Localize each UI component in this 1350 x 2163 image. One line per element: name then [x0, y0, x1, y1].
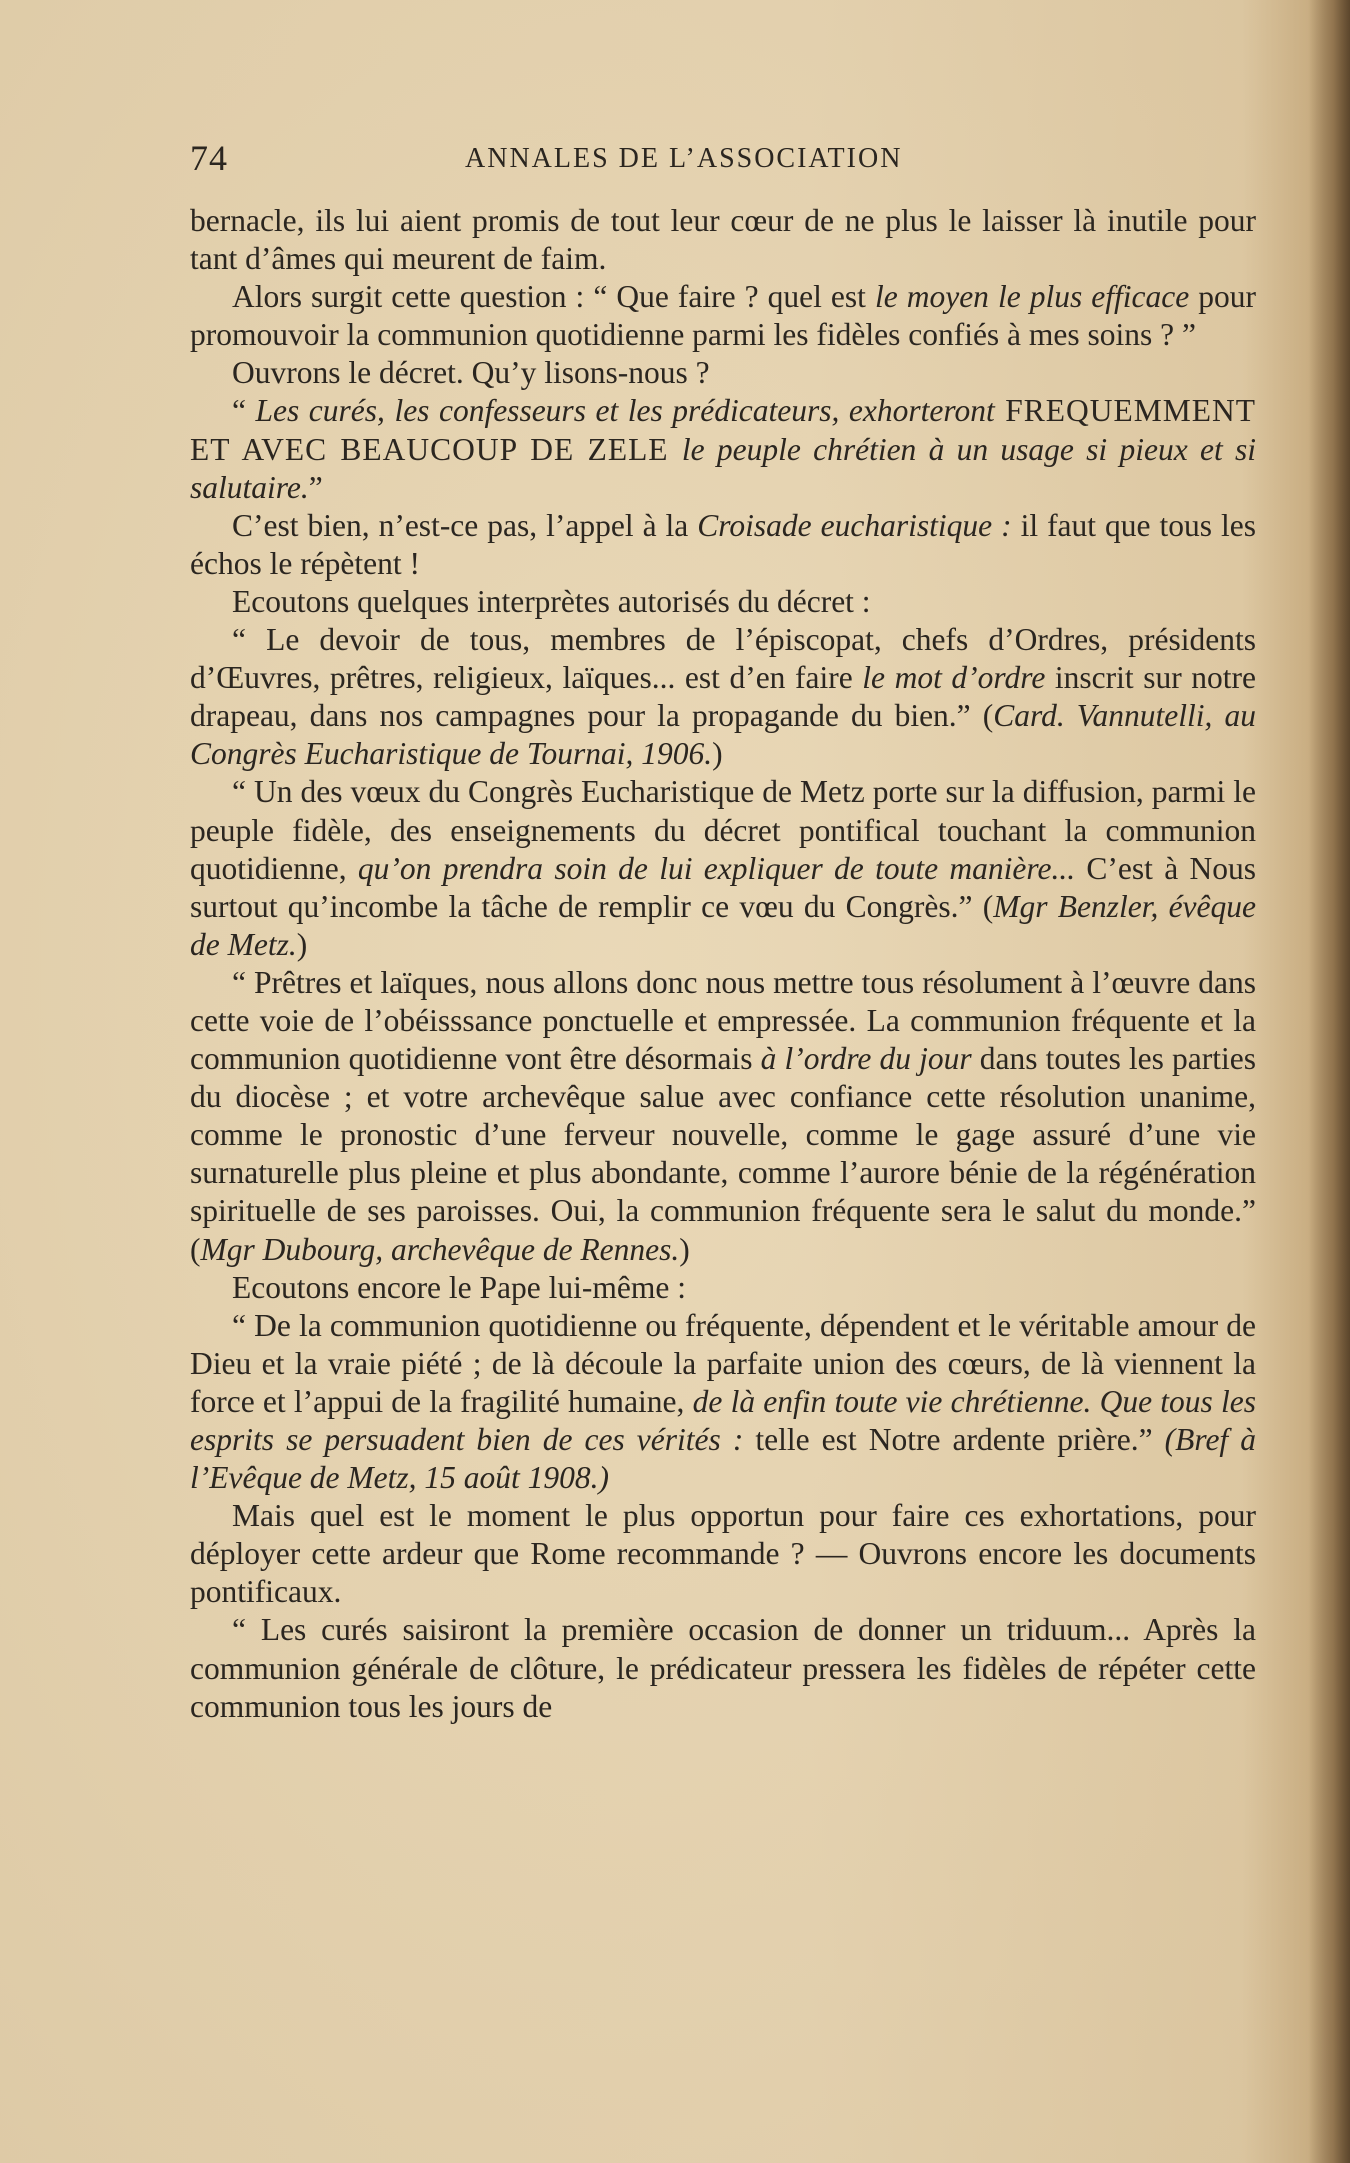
paragraph-7-vannutelli-quote: “ Le devoir de tous, membres de l’épiscopat, chefs d’Ordres, présidents d’Œuvres, prêtres, religieux, laïques... est d’en faire le mot d’ordre inscrit sur notre drapeau, dans nos campagnes pour la propagande du bien.” (Card. Vannutelli, au Congrès Eucharistique de Tournai, 1906.)	[190, 622, 1256, 772]
paragraph-9-dubourg-quote: “ Prêtres et laïques, nous allons donc nous mettre tous résolument à l’œuvre dans cette voie de l’obéisssance ponctuelle et empressée. La communion fréquente et la communion quotidienne vont être désormais à l’ordre du jour dans toutes les parties du diocèse ; et votre archevêque salue avec confiance cette résolution unanime, comme le pronostic d’une ferveur nouvelle, comme le gage assuré d’une vie surnaturelle plus pleine et plus abondante, comme l’aurore bénie de la régénération spirituelle de ses paroisses. Oui, la communion fréquente sera le salut du monde.” (Mgr Dubourg, archevêque de Rennes.)	[190, 964, 1256, 1267]
running-head: ANNALES DE L’ASSOCIATION	[465, 143, 903, 174]
paragraph-3: Ouvrons le décret. Qu’y lisons-nous ?	[232, 355, 710, 391]
page-header	[190, 137, 1260, 187]
page-number: 74	[190, 138, 228, 178]
paragraph-8-benzler-quote: “ Un des vœux du Congrès Eucharistique de Metz porte sur la diffusion, parmi le peuple fidèle, des enseignements du décret pontifical touchant la communion quotidienne, qu’on prendra soin de lui expliquer de toute manière... C’est à Nous surtout qu’incombe la tâche de remplir ce vœu du Congrès.” (Mgr Benzler, évêque de Metz.)	[190, 774, 1256, 962]
binding-shadow	[1308, 0, 1350, 2163]
paragraph-11-pope-quote: “ De la communion quotidienne ou fréquente, dépendent et le véritable amour de Dieu et la vraie piété ; de là découle la parfaite union des cœurs, de là viennent la force et l’appui de la fragilité humaine, de là enfin toute vie chrétienne. Que tous les esprits se persuadent bien de ces vérités : telle est Notre ardente prière.” (Bref à l’Evêque de Metz, 15 août 1908.)	[190, 1307, 1257, 1496]
paragraph-5: C’est bien, n’est-ce pas, l’appel à la Croisade eucharistique : il faut que tous les échos le répètent !	[190, 507, 1257, 581]
paragraph-1: bernacle, ils lui aient promis de tout leur cœur de ne plus le laisser là inutile pour tant d’âmes qui meurent de faim.	[190, 203, 1256, 277]
paragraph-10: Ecoutons encore le Pape lui-même :	[232, 1269, 686, 1305]
body-text	[190, 202, 1256, 1726]
paragraph-12: Mais quel est le moment le plus opportun pour faire ces exhortations, pour déployer cette ardeur que Rome recommande ? — Ouvrons encore les documents pontificaux.	[190, 1498, 1256, 1610]
paragraph-6: Ecoutons quelques interprètes autorisés du décret :	[232, 583, 871, 619]
paragraph-4-decree-quote: “ Les curés, les confesseurs et les prédicateurs, exhorteront FREQUEMMENT ET AVEC BEAUCOUP DE ZELE le peuple chrétien à un usage si pieux et si salutaire.”	[190, 393, 1256, 505]
paragraph-2: Alors surgit cette question : “ Que faire ? quel est le moyen le plus efficace pour promouvoir la communion quotidienne parmi les fidèles confiés à mes soins ? ”	[190, 279, 1256, 353]
paragraph-13: “ Les curés saisiront la première occasion de donner un triduum... Après la communion générale de clôture, le prédicateur pressera les fidèles de répéter cette communion tous les jours de	[190, 1612, 1256, 1724]
